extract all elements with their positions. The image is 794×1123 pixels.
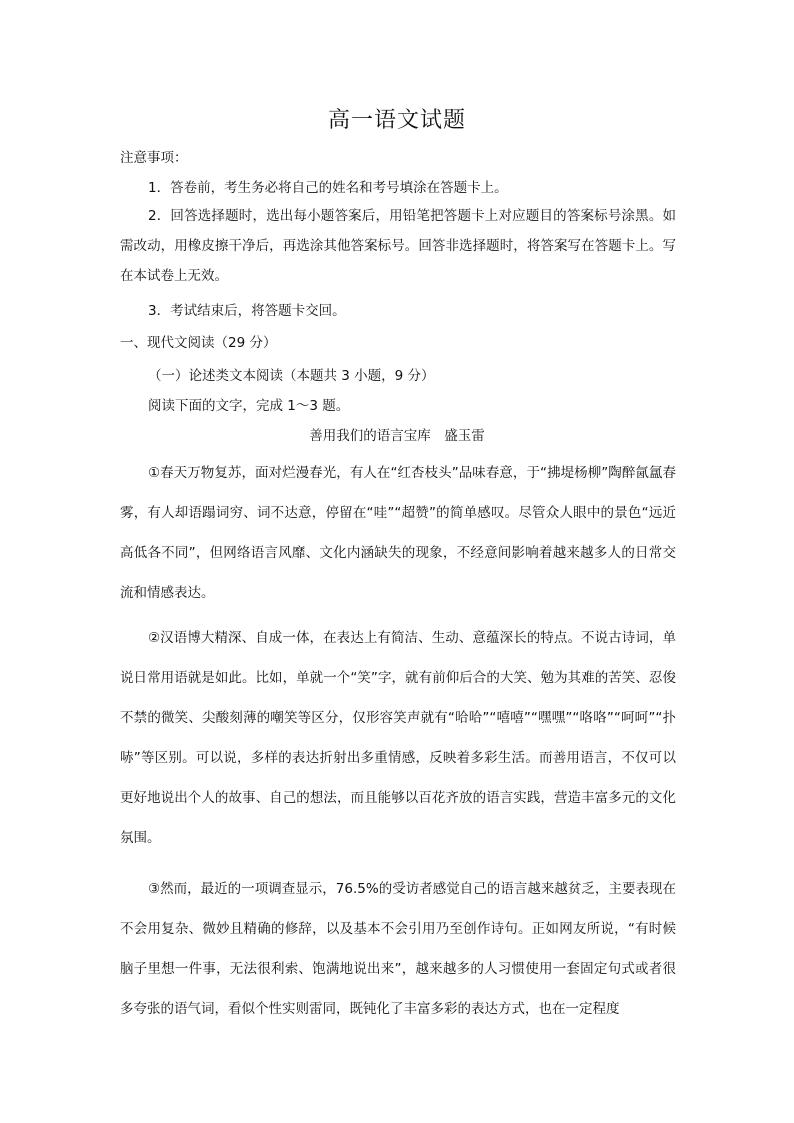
subsection-heading: （一）论述类文本阅读（本题共 3 小题，9 分）	[148, 368, 435, 384]
article-paragraph-1: ①春天万物复苏，面对烂漫春光，有人在“红杏枝头”品味春意，于“拂堤杨柳”陶醉氤氲春雾，有人却语蹋词穷、词不达意，停留在“哇”“超赞”的简单感叹。尽管众人眼中的景色“远近高低各不同”，但网络语言风靡、文化内涵缺失的现象，不经意间影响着越来越多人的日常交流和情感表达。	[120, 465, 676, 601]
exam-title: 高一语文试题	[327, 108, 466, 133]
notice-item-3: 3．考试结束后，将答题卡交回。	[148, 303, 346, 319]
section-heading: 一、现代文阅读（29 分）	[120, 335, 277, 351]
notice-item-1: 1．答卷前，考生务必将自己的姓名和考号填涂在答题卡上。	[148, 180, 508, 196]
article-paragraph-3: ③然而，最近的一项调查显示，76.5%的受访者感觉自己的语言越来越贫乏，主要表现在不会用复杂、微妙且精确的修辞，以及基本不会引用乃至创作诗句。正如网友所说，“有时候脑子里想一件事，无法很利索、饱满地说出来”，越来越多的人习惯使用一套固定句式或者很多夸张的语气词，看似个性实则雷同，既钝化了丰富多彩的表达方式，也在一定程度	[120, 881, 676, 1017]
article-paragraph-2: ②汉语博大精深、自成一体，在表达上有简洁、生动、意蕴深长的特点。不说古诗词，单说日常用语就是如此。比如，单就一个“笑”字，就有前仰后合的大笑、勉为其难的苦笑、忍俊不禁的微笑、尖酸刻薄的嘲笑等区分，仅形容笑声就有“哈哈”“嘻嘻”“嘿嘿”“咯咯”“呵呵”“扑哧”等区别。可以说，多样的表达折射出多重情感，反映着多彩生活。而善用语言，不仅可以更好地说出个人的故事、自己的想法，而且能够以百花齐放的语言实践，营造丰富多元的文化氛围。	[120, 630, 676, 846]
notice-item-2: 2．回答选择题时，选出每小题答案后，用铅笔把答题卡上对应题目的答案标号涂黑。如需改动，用橡皮擦干净后，再选涂其他答案标号。回答非选择题时，将答案写在答题卡上。写在本试卷上无效。	[120, 208, 676, 284]
reading-instruction: 阅读下面的文字，完成 1～3 题。	[148, 398, 350, 414]
article-title: 善用我们的语言宝库 盛玉雷	[309, 428, 485, 444]
notice-heading: 注意事项：	[120, 150, 188, 166]
